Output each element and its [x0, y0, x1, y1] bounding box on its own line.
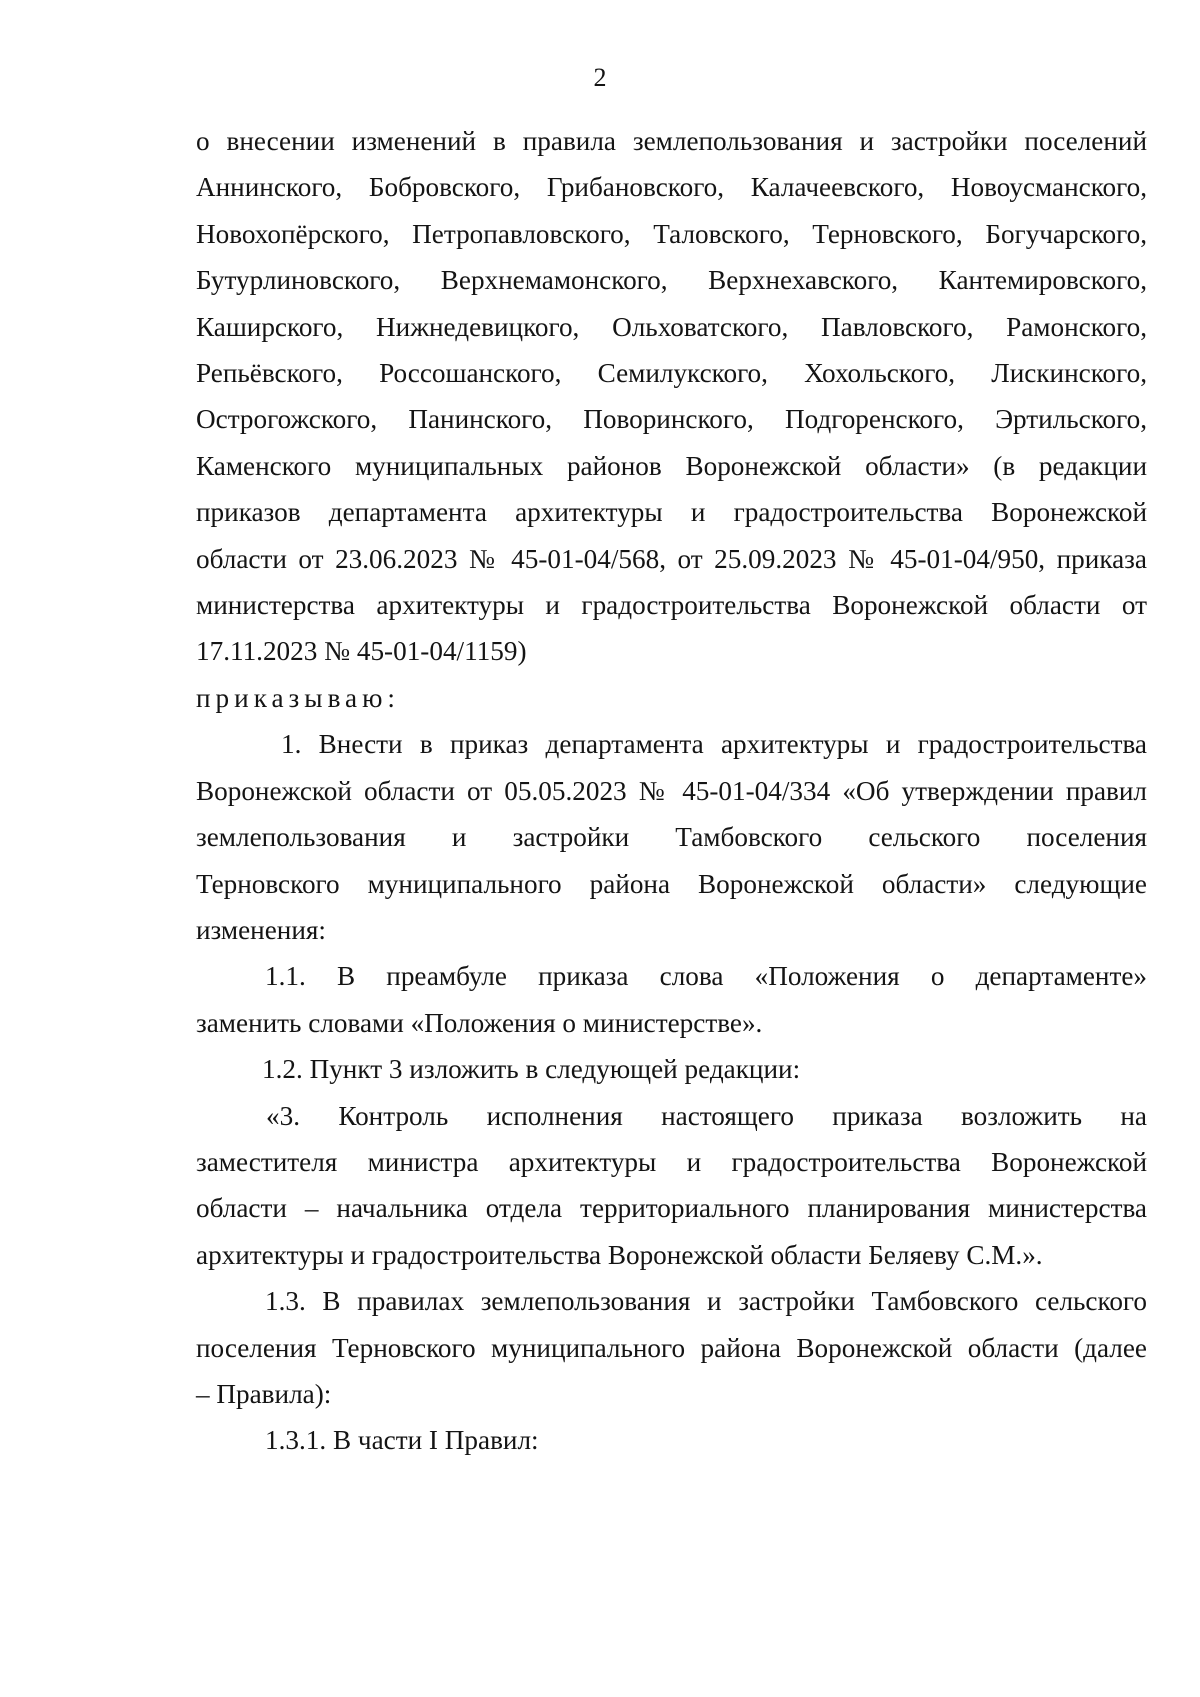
- text-line: приказов департамента архитектуры и градостроительства Воронежской: [196, 497, 1147, 528]
- text-line: Репьёвского, Россошанского, Семилукского, Хохольского, Лискинского,: [196, 358, 1147, 389]
- text-line: Острогожского, Панинского, Поворинского, Подгоренского, Эртильского,: [196, 404, 1147, 435]
- item-1: [196, 721, 1147, 953]
- text-line: поселения Терновского муниципального района Воронежской области (далее: [196, 1332, 1147, 1363]
- text-line: 1.2. Пункт 3 изложить в следующей редакции:: [262, 1054, 801, 1085]
- text-line: Новохопёрского, Петропавловского, Таловского, Терновского, Богучарского,: [196, 218, 1147, 249]
- text-line: изменения:: [196, 914, 326, 945]
- text-line: заместителя министра архитектуры и градостроительства Воронежской: [196, 1146, 1147, 1177]
- text-line: заменить словами «Положения о министерстве».: [196, 1007, 763, 1038]
- text-line: – Правила):: [196, 1378, 332, 1409]
- text-line: Каменского муниципальных районов Воронежской области» (в редакции: [196, 450, 1147, 481]
- item-1-3-1: [196, 1417, 1147, 1463]
- text-line: архитектуры и градостроительства Воронежской области Беляеву С.М.».: [196, 1239, 1043, 1270]
- item-1-1: [196, 953, 1147, 1046]
- text-line: области от 23.06.2023 № 45-01-04/568, от 25.09.2023 № 45-01-04/950, приказа: [196, 543, 1147, 574]
- item-1-3: [196, 1278, 1147, 1417]
- text-line: 17.11.2023 № 45-01-04/1159): [196, 636, 527, 667]
- text-line: землепользования и застройки Тамбовского сельского поселения: [196, 822, 1147, 853]
- document-body: [196, 118, 1147, 1464]
- text-line: Бутурлиновского, Верхнемамонского, Верхнехавского, Кантемировского,: [196, 265, 1147, 296]
- text-line: Аннинского, Бобровского, Грибановского, Калачеевского, Новоусманского,: [196, 172, 1147, 203]
- page-number: 2: [593, 63, 607, 92]
- text-line: Терновского муниципального района Воронежской области» следующие: [196, 868, 1147, 899]
- order-word: приказываю:: [196, 682, 400, 713]
- quoted-item-3: [196, 1093, 1147, 1279]
- text-line: министерства архитектуры и градостроительства Воронежской области от: [196, 590, 1147, 621]
- text-line: области – начальника отдела территориального планирования министерства: [196, 1193, 1147, 1224]
- text-line: 1.1. В преамбуле приказа слова «Положения о департаменте»: [265, 961, 1147, 992]
- text-line: 1. Внести в приказ департамента архитектуры и градостроительства: [281, 729, 1147, 760]
- intro-paragraph: [196, 118, 1147, 675]
- text-line: Воронежской области от 05.05.2023 № 45-01-04/334 «Об утверждении правил: [196, 775, 1147, 806]
- text-line: 1.3. В правилах землепользования и застройки Тамбовского сельского: [265, 1286, 1147, 1317]
- text-line: «3. Контроль исполнения настоящего приказа возложить на: [266, 1100, 1147, 1131]
- item-1-2: [196, 1046, 1147, 1092]
- text-line: о внесении изменений в правила землепользования и застройки поселений: [196, 126, 1147, 156]
- text-line: 1.3.1. В части I Правил:: [265, 1425, 539, 1456]
- text-line: Каширского, Нижнедевицкого, Ольховатского, Павловского, Рамонского,: [196, 311, 1147, 342]
